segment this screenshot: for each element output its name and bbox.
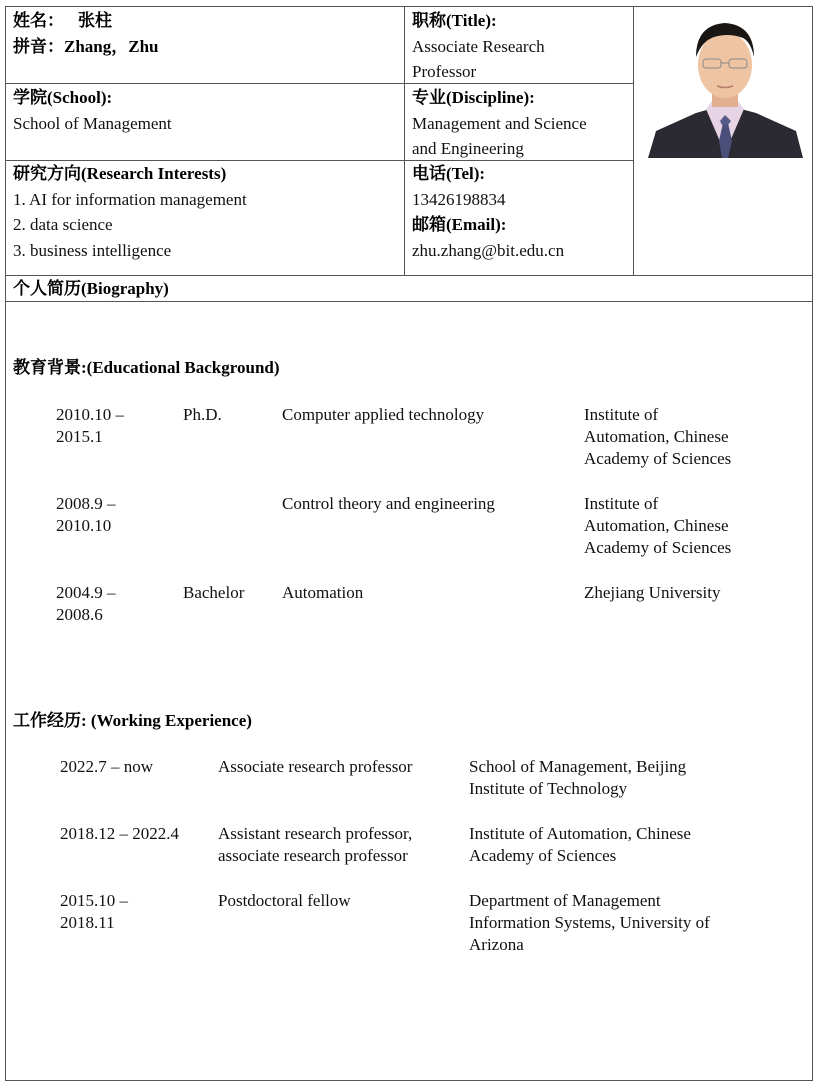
tel-label: 电话(Tel): (412, 164, 486, 183)
work-title: 工作经历: (Working Experience) (13, 711, 252, 730)
edu-degree: Bachelor (183, 583, 245, 602)
work-org-line2: Information Systems, University of (469, 913, 710, 932)
title-label: 职称(Title): (412, 11, 497, 30)
email-value: zhu.zhang@bit.edu.cn (412, 240, 565, 260)
work-org-line1: Department of Management (469, 891, 661, 910)
edu-degree: Ph.D. (183, 405, 222, 424)
research-item: 1. AI for information management (13, 189, 247, 209)
divider-col2 (633, 6, 634, 276)
edu-date-line1: 2008.9 – (56, 494, 116, 513)
work-position-line2: associate research professor (218, 846, 408, 865)
work-date-line1: 2015.10 – (60, 891, 128, 910)
work-org-line1: Institute of Automation, Chinese (469, 824, 691, 843)
biography-header (13, 276, 169, 302)
work-date-line2: 2018.11 (60, 913, 115, 932)
edu-inst-line1: Zhejiang University (584, 583, 721, 602)
edu-date-line2: 2015.1 (56, 427, 103, 446)
research-label: 研究方向(Research Interests) (13, 164, 227, 183)
pinyin-value: Zhang，Zhu (64, 36, 159, 56)
work-org-line2: Academy of Sciences (469, 846, 617, 865)
work-org-line1: School of Management, Beijing (469, 757, 687, 776)
edu-major: Computer applied technology (282, 405, 485, 424)
name-cell (13, 8, 159, 59)
name-value: 张柱 (78, 11, 112, 30)
tel-value: 13426198834 (412, 189, 506, 209)
research-item: 2. data science (13, 215, 113, 234)
email-label: 邮箱(Email): (412, 215, 507, 234)
work-date-line1: 2018.12 – 2022.4 (60, 824, 179, 843)
work-org-line3: Arizona (469, 935, 524, 954)
edu-date-line1: 2004.9 – (56, 583, 116, 602)
name-label: 姓名： (13, 11, 64, 30)
biography-label: 个人简历(Biography) (13, 279, 169, 298)
edu-date-line2: 2010.10 (56, 516, 112, 535)
title-value-line1: Associate Research (412, 36, 545, 56)
edu-date-line2: 2008.6 (56, 605, 103, 624)
portrait-image (648, 13, 803, 158)
school-value: School of Management (13, 113, 172, 133)
edu-major: Control theory and engineering (282, 494, 495, 513)
school-label: 学院(School): (13, 88, 113, 107)
work-position-line1: Assistant research professor, (218, 824, 413, 843)
discipline-label: 专业(Discipline): (412, 88, 535, 107)
work-position-line1: Postdoctoral fellow (218, 891, 351, 910)
pinyin-label: 拼音： (13, 36, 64, 56)
edu-inst-line1: Institute of (584, 494, 659, 513)
discipline-value-line1: Management and Science (412, 113, 587, 133)
edu-inst-line2: Automation, Chinese (584, 427, 729, 446)
portrait-photo (648, 13, 803, 158)
research-item: 3. business intelligence (13, 240, 172, 260)
edu-date-line1: 2010.10 – (56, 405, 124, 424)
discipline-cell (412, 85, 587, 162)
discipline-value-line2: and Engineering (412, 139, 524, 158)
edu-major: Automation (282, 583, 364, 602)
title-value-line2: Professor (412, 62, 477, 81)
work-date-line1: 2022.7 – now (60, 757, 154, 776)
education-title: 教育背景:(Educational Background) (13, 358, 280, 377)
divider-col1 (404, 6, 405, 276)
title-cell (412, 8, 545, 85)
edu-inst-line3: Academy of Sciences (584, 538, 732, 557)
school-cell (13, 85, 172, 136)
work-org-line2: Institute of Technology (469, 779, 628, 798)
edu-inst-line1: Institute of (584, 405, 659, 424)
research-cell (13, 161, 247, 263)
divider-row1-left (5, 83, 404, 84)
contact-cell (412, 161, 564, 263)
edu-inst-line3: Academy of Sciences (584, 449, 732, 468)
edu-inst-line2: Automation, Chinese (584, 516, 729, 535)
work-position-line1: Associate research professor (218, 757, 413, 776)
